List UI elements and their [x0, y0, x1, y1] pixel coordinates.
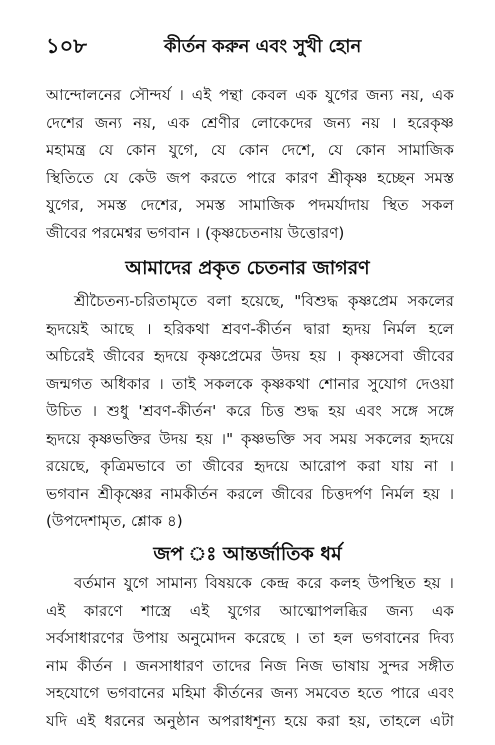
section-heading-awakening: আমাদের প্রকৃত চেতনার জাগরণ	[125, 257, 370, 279]
text-line: নাম কীর্তন । জনসাধারণ তাদের নিজ নিজ ভাষায় সুন্দর সঙ্গীত	[46, 656, 454, 675]
text-line: অচিরেই জীবের হৃদয়ে কৃষ্ণপ্রেমের উদয় হয় । কৃষ্ণসেবা জীবের	[46, 347, 454, 365]
paragraph-chanting	[46, 570, 454, 735]
text-line: জীবের পরমেশ্বর ভগবান । (কৃষ্ণচেতনায় উত্তোরণ)	[46, 223, 345, 242]
text-line: যুগের, সমস্ত দেশের, সমস্ত সামাজিক পদমর্যাদায় স্থিত সকল	[46, 196, 454, 214]
text-line: দেশের জন্য নয়, এক শ্রেণীর লোকেদের জন্য নয় । হরেকৃষ্ণ	[46, 113, 454, 132]
running-title: কীর্তন করুন এবং সুখী হোন	[164, 36, 362, 57]
paragraph-awakening	[46, 288, 454, 536]
text-line: স্থিতিতে যে কেউ জপ করতে পারে কারণ শ্রীকৃষ্ণ হচ্ছেন সমস্ত	[46, 168, 454, 187]
text-line: রয়েছে, কৃত্রিমভাবে তা জীবের হৃদয়ে আরোপ করা যায় না ।	[46, 457, 454, 475]
text-line: আন্দোলনের সৌন্দর্য । এই পন্থা কেবল এক যুগের জন্য নয়, এক	[46, 86, 454, 104]
text-line: সহযোগে ভগবানের মহিমা কীর্তনের জন্য সমবেত হতে পারে এবং	[46, 684, 454, 702]
text-line: সর্বসাধারণের উপায় অনুমোদন করেছে । তা হল ভগবানের দিব্য	[46, 629, 454, 647]
text-line: (উপদেশামৃত, শ্লোক ৪)	[46, 512, 183, 530]
text-line: হৃদয়ে কৃষ্ণভক্তির উদয় হয় ।" কৃষ্ণভক্তি সব সময় সকলের হৃদয়ে	[46, 429, 454, 448]
paragraph-1	[46, 82, 454, 247]
text-line: বর্তমান যুগে সামান্য বিষয়কে কেন্দ্র করে কলহ উপস্থিত হয় ।	[74, 574, 454, 592]
text-line: হৃদয়েই আছে । হরিকথা শ্রবণ-কীর্তন দ্বারা হৃদয় নির্মল হলে	[46, 319, 454, 338]
text-line: ভগবান শ্রীকৃষ্ণের নামকীর্তন করলে জীবের চিত্তদর্পণ নির্মল হয় ।	[46, 484, 454, 503]
running-header	[46, 30, 449, 60]
text-line: জন্মগত অধিকার । তাই সকলকে কৃষ্ণকথা শোনার সুযোগ দেওয়া	[46, 374, 454, 393]
text-line: উচিত । শুধু 'শ্রবণ-কীর্তন' করে চিত্ত শুদ্ধ হয় এবং সঙ্গে সঙ্গে	[46, 402, 454, 420]
text-line: এই কারণে শাস্ত্রে এই যুগের আত্মোপলব্ধির জন্য এক	[46, 601, 454, 620]
text-line: শ্রীচৈতন্য-চরিতামৃতে বলা হয়েছে, "বিশুদ্ধ কৃষ্ণপ্রেম সকলের	[74, 292, 454, 310]
text-line: মহামন্ত্র যে কোন যুগে, যে কোন দেশে, যে কোন সামাজিক	[46, 141, 454, 159]
section-heading-chanting: জপ ঃ আন্তর্জাতিক ধর্ম	[153, 543, 342, 565]
page-number: ১০৮	[46, 34, 87, 58]
text-line: যদি এই ধরনের অনুষ্ঠান অপরাধশূন্য হয়ে করা হয়, তাহলে এটা	[46, 711, 454, 730]
